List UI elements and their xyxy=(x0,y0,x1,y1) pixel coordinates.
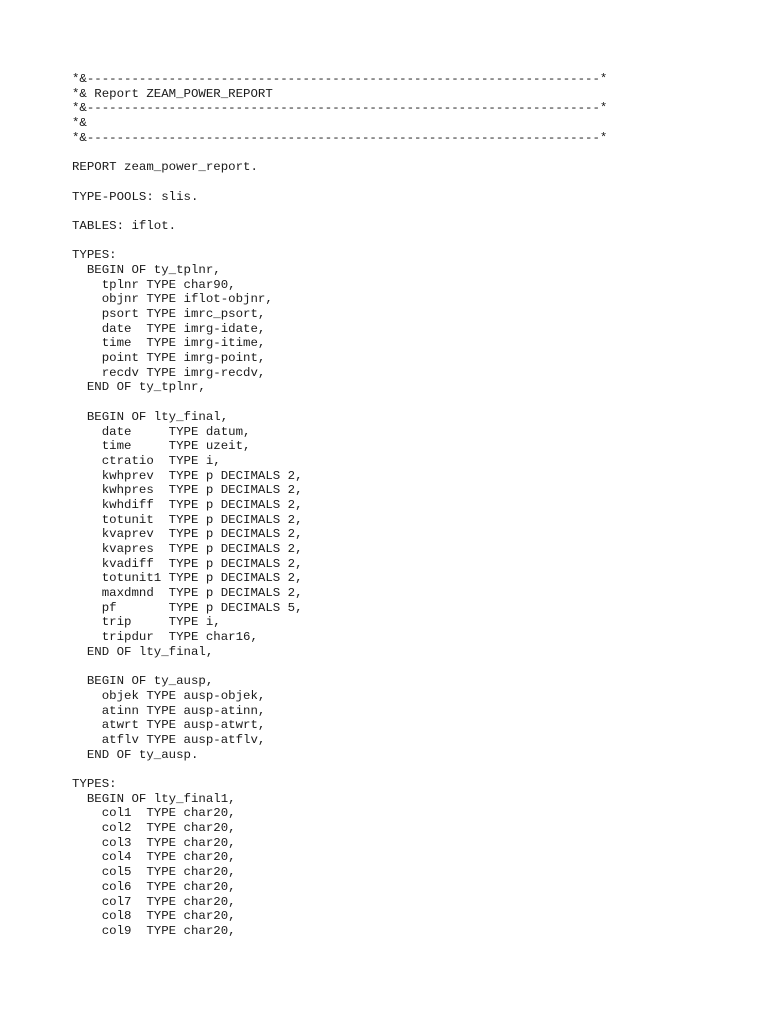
code-line xyxy=(72,234,607,249)
code-line: totunit TYPE p DECIMALS 2, xyxy=(72,512,303,527)
code-line: col8 TYPE char20, xyxy=(72,909,236,924)
code-line: objek TYPE ausp-objek, xyxy=(72,688,266,703)
code-line: atinn TYPE ausp-atinn, xyxy=(72,703,266,718)
code-line: col3 TYPE char20, xyxy=(72,835,236,850)
code-line: *&---------------------------------------------------------------------* xyxy=(72,101,608,116)
code-line: BEGIN OF lty_final1, xyxy=(72,791,236,806)
code-line: TYPE-POOLS: slis. xyxy=(72,189,199,204)
code-line: kvaprev TYPE p DECIMALS 2, xyxy=(72,527,303,542)
code-line: pf TYPE p DECIMALS 5, xyxy=(72,600,303,615)
code-line: *& Report ZEAM_POWER_REPORT xyxy=(72,86,273,101)
code-line: BEGIN OF lty_final, xyxy=(72,409,229,424)
code-line xyxy=(72,660,607,675)
code-line: TYPES: xyxy=(72,248,117,263)
code-line: END OF lty_final, xyxy=(72,644,214,659)
code-line: kvadiff TYPE p DECIMALS 2, xyxy=(72,556,303,571)
code-line: col6 TYPE char20, xyxy=(72,879,236,894)
code-line: BEGIN OF ty_ausp, xyxy=(72,674,214,689)
code-line: trip TYPE i, xyxy=(72,615,221,630)
code-line: time TYPE imrg-itime, xyxy=(72,336,266,351)
code-line: kvapres TYPE p DECIMALS 2, xyxy=(72,542,303,556)
code-line: date TYPE imrg-idate, xyxy=(72,321,266,336)
code-line xyxy=(72,395,607,410)
code-line: col2 TYPE char20, xyxy=(72,821,236,836)
code-line: date TYPE datum, xyxy=(72,424,251,439)
code-line: tripdur TYPE char16, xyxy=(72,630,258,645)
code-line xyxy=(72,762,607,777)
code-line: *&---------------------------------------------------------------------* xyxy=(72,72,608,86)
code-line: kwhdiff TYPE p DECIMALS 2, xyxy=(72,497,303,512)
code-line: kwhprev TYPE p DECIMALS 2, xyxy=(72,468,303,483)
code-line: totunit1 TYPE p DECIMALS 2, xyxy=(72,571,303,586)
code-line xyxy=(72,175,607,190)
code-line: col4 TYPE char20, xyxy=(72,850,236,865)
code-line: time TYPE uzeit, xyxy=(72,439,251,454)
code-line xyxy=(72,204,607,219)
code-line: kwhpres TYPE p DECIMALS 2, xyxy=(72,483,303,498)
code-line: *&---------------------------------------------------------------------* xyxy=(72,130,608,145)
code-line: objnr TYPE iflot-objnr, xyxy=(72,292,273,307)
code-line: maxdmnd TYPE p DECIMALS 2, xyxy=(72,586,303,601)
code-line: col9 TYPE char20, xyxy=(72,923,236,938)
code-line: tplnr TYPE char90, xyxy=(72,277,236,292)
code-line: atwrt TYPE ausp-atwrt, xyxy=(72,718,266,733)
code-line: END OF ty_tplnr, xyxy=(72,380,206,395)
code-line: REPORT zeam_power_report. xyxy=(72,160,258,175)
code-line: END OF ty_ausp. xyxy=(72,747,199,762)
code-listing xyxy=(72,72,607,939)
code-line: TYPES: xyxy=(72,777,117,791)
code-line: col7 TYPE char20, xyxy=(72,894,236,909)
code-line: psort TYPE imrc_psort, xyxy=(72,307,266,321)
code-line: TABLES: iflot. xyxy=(72,218,177,233)
code-line: recdv TYPE imrg-recdv, xyxy=(72,365,266,380)
code-line: BEGIN OF ty_tplnr, xyxy=(72,262,221,277)
code-line xyxy=(72,145,607,160)
code-line: point TYPE imrg-point, xyxy=(72,351,266,366)
code-line: col5 TYPE char20, xyxy=(72,865,236,880)
code-line: ctratio TYPE i, xyxy=(72,453,221,468)
code-line: *& xyxy=(72,116,87,131)
code-line: atflv TYPE ausp-atflv, xyxy=(72,732,266,747)
code-line: col1 TYPE char20, xyxy=(72,806,236,821)
